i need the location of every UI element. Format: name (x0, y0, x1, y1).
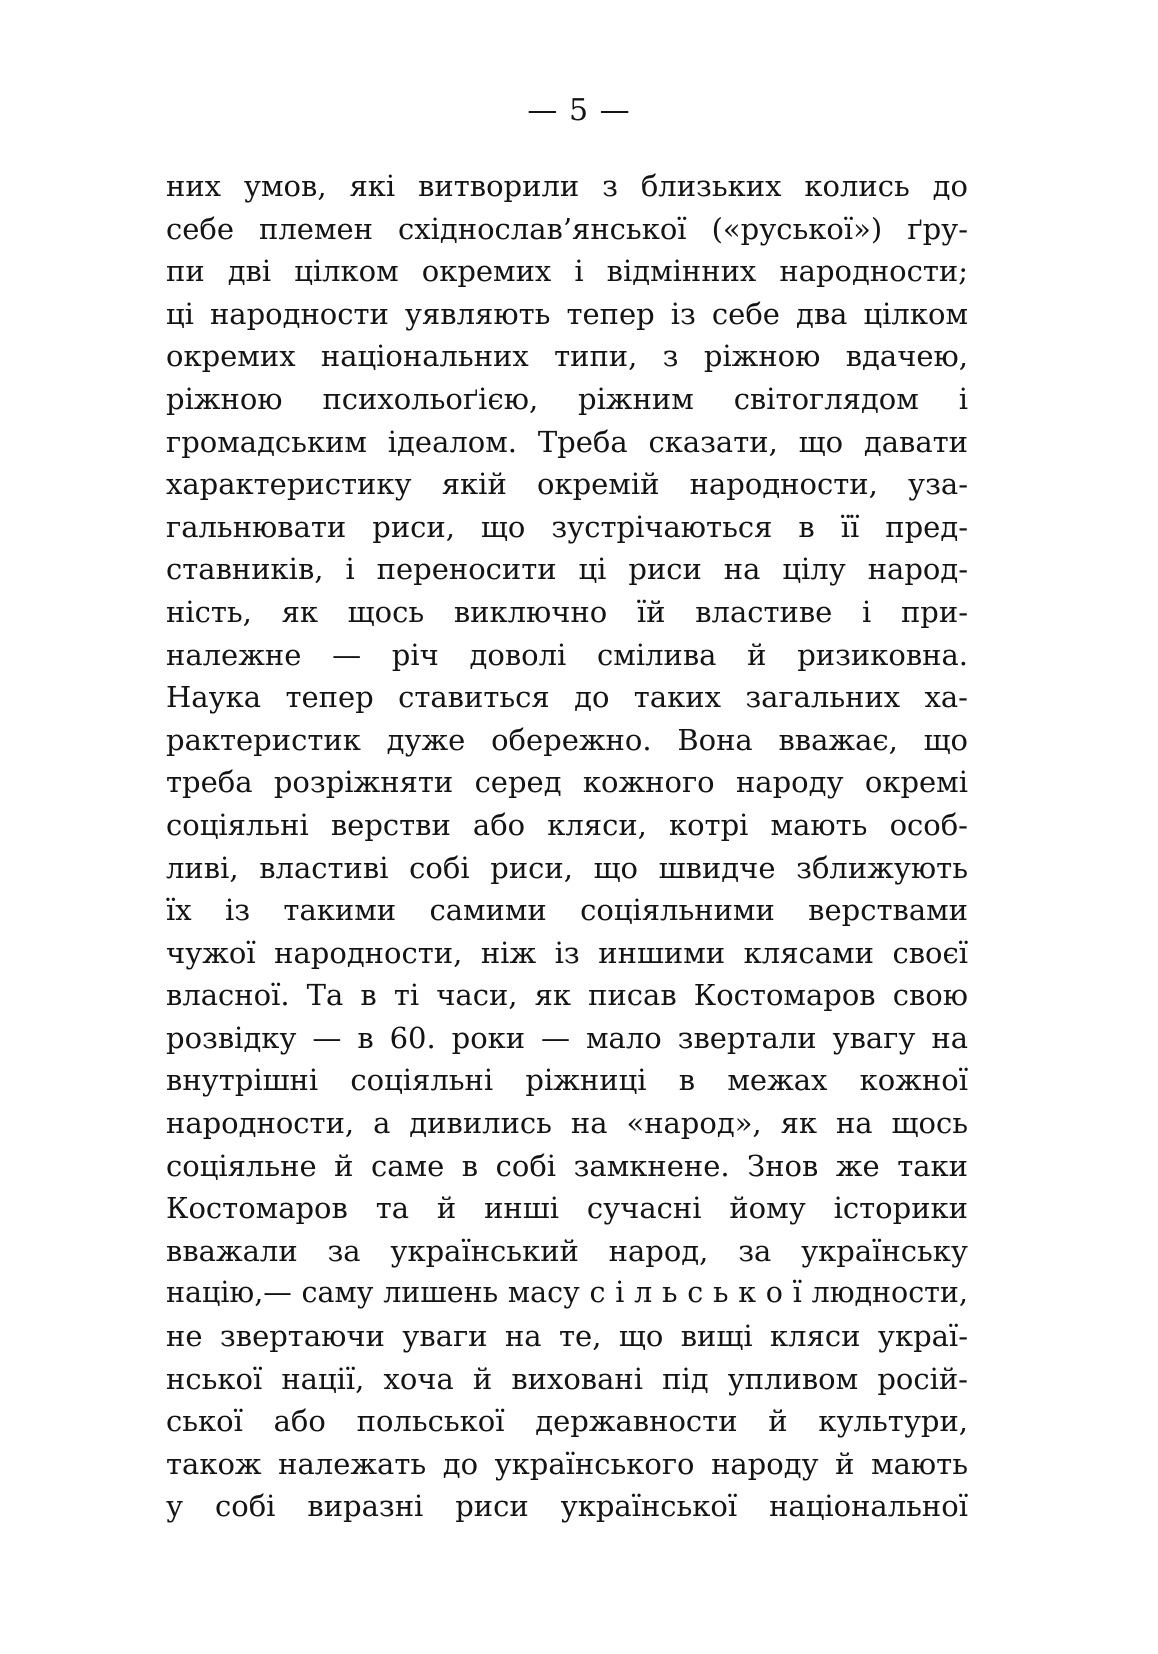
text-line: не звертаючи уваги на те, що вищі кляси украї- (166, 1319, 968, 1354)
text-line: соціяльне й саме в собі замкнене. Знов же таки (166, 1148, 968, 1183)
text-line: ріжною психольоґією, ріжним світоглядом і (166, 381, 968, 416)
text-line: ність, як щось виключно їй властиве і при- (166, 594, 968, 629)
text-line: соціяльні верстви або кляси, котрі мають особ- (166, 807, 968, 842)
body-text (166, 165, 968, 1528)
text-line: також належать до українського народу й мають (166, 1446, 968, 1481)
text-line: належне — річ доволі смілива й ризиковна. (166, 637, 968, 672)
text-line: рактеристик дуже обережно. Вона вважає, що (166, 722, 968, 757)
text-line: чужої народности, ніж із иншими клясами своєї (166, 935, 968, 970)
text-line: гальнювати риси, що зустрічаються в її пред- (166, 509, 968, 544)
text-line: націю,— саму лишень масу с і л ь с ь к о ї людности, (166, 1276, 968, 1310)
text-line: у собі виразні риси української національної (166, 1489, 968, 1524)
text-line: характеристику якій окремій народности, уза- (166, 467, 968, 502)
text-line: ці народности уявляють тепер із себе два цілком (166, 296, 968, 331)
text-line: себе племен східнослав’янської («руської») ґру- (166, 211, 968, 246)
page-number: — 5 — (527, 93, 631, 128)
text-line: їх із такими самими соціяльними верствами (166, 893, 968, 928)
text-line: вважали за український народ, за українську (166, 1233, 968, 1268)
text-line: громадським ідеалом. Треба сказати, що давати (166, 424, 968, 459)
text-line: окремих національних типи, з ріжною вдачею, (166, 339, 968, 374)
text-line: розвідку — в 60. роки — мало звертали увагу на (166, 1020, 968, 1055)
text-line: ставників, і переносити ці риси на цілу народ- (166, 552, 968, 587)
text-line: внутрішні соціяльні ріжниці в межах кожної (166, 1063, 968, 1098)
text-line: Костомаров та й инші сучасні йому історики (166, 1191, 968, 1226)
text-line: народности, а дивились на «народ», як на щось (166, 1106, 968, 1141)
text-line: ливі, властиві собі риси, що швидче зближують (166, 850, 968, 885)
text-line: треба розріжняти серед кожного народу окремі (166, 765, 968, 800)
text-line: них умов, які витворили з близьких колись до (166, 169, 968, 203)
text-line: нської нації, хоча й виховані під упливом росій- (166, 1361, 968, 1396)
text-line: Наука тепер ставиться до таких загальних ха- (166, 680, 968, 715)
text-line: власної. Та в ті часи, як писав Костомаров свою (166, 978, 968, 1013)
text-line: пи дві цілком окремих і відмінних народности; (166, 254, 968, 289)
text-line: ської або польської державности й культури, (166, 1404, 968, 1439)
